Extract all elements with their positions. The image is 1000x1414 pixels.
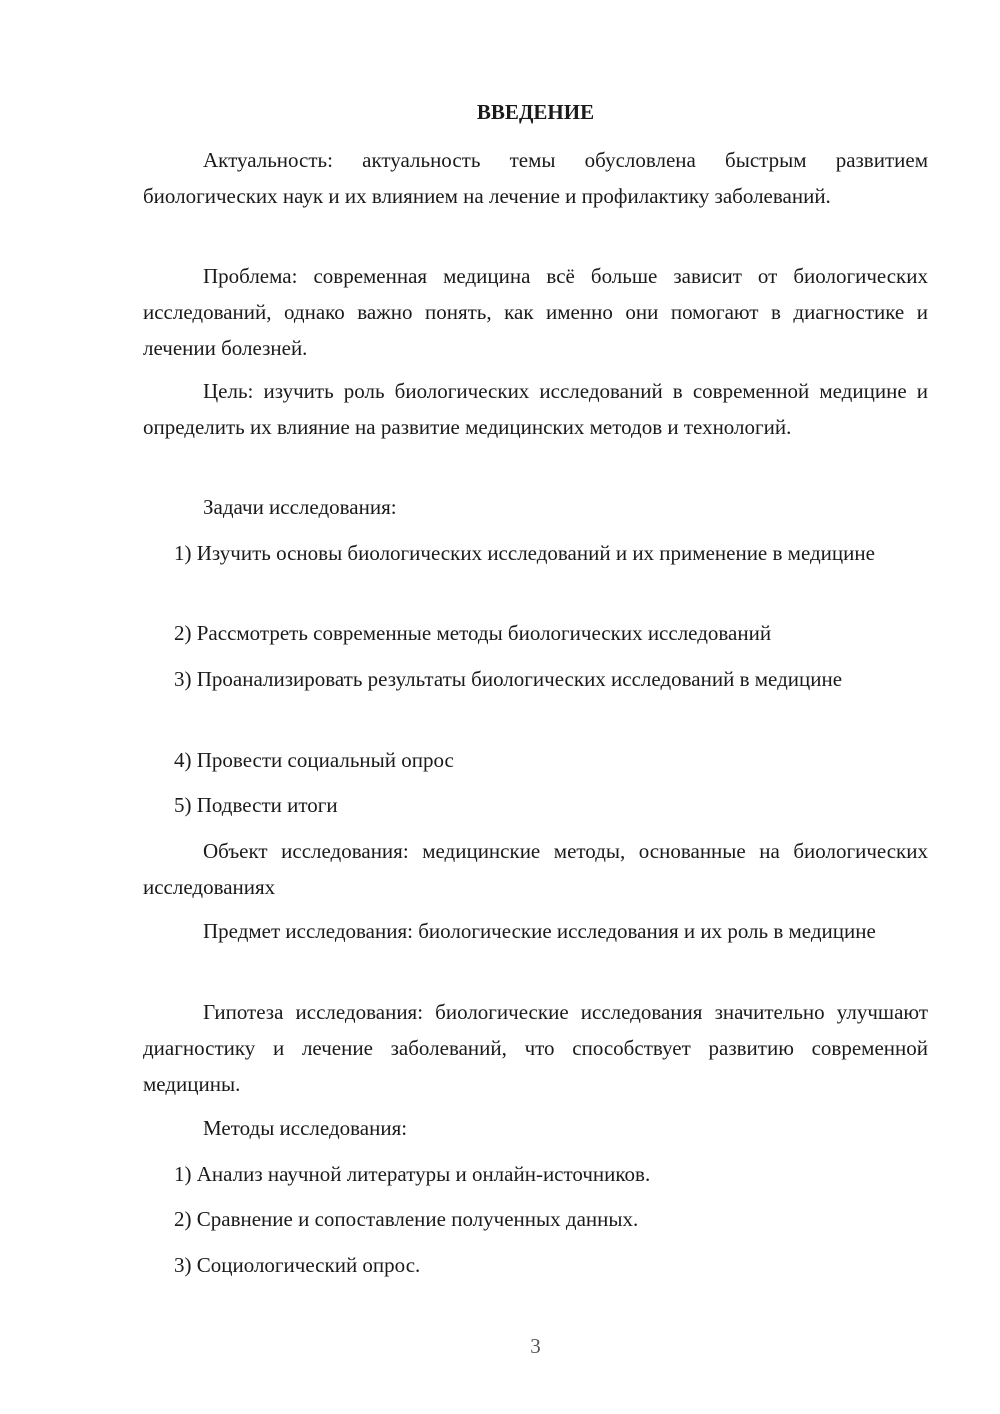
- paragraph-object: Объект исследования: медицинские методы, основанные на биологических исследованиях: [143, 839, 928, 899]
- page-heading: ВВЕДЕНИЕ: [476, 100, 595, 124]
- paragraph-goal: Цель: изучить роль биологических исследований в современной медицине и определить их влияние на развитие медицинских методов и технологий.: [143, 379, 928, 439]
- method-item-1: 1) Анализ научной литературы и онлайн-источников.: [174, 1162, 651, 1186]
- methods-title: Методы исследования:: [203, 1116, 408, 1140]
- task-item-4: 4) Провести социальный опрос: [174, 748, 454, 772]
- paragraph-subject: Предмет исследования: биологические исследования и их роль в медицине: [203, 919, 876, 943]
- page-number: 3: [530, 1334, 541, 1358]
- paragraph-problem: Проблема: современная медицина всё больше зависит от биологических исследований, однако важно понять, как именно они помогают в диагностике и лечении болезней.: [143, 264, 928, 360]
- task-item-3: 3) Проанализировать результаты биологических исследований в медицине: [174, 667, 843, 691]
- paragraph-hypothesis: Гипотеза исследования: биологические исследования значительно улучшают диагностику и лечение заболеваний, что способствует развитию современной медицины.: [143, 1000, 928, 1096]
- method-item-2: 2) Сравнение и сопоставление полученных данных.: [174, 1207, 639, 1231]
- task-item-1: 1) Изучить основы биологических исследований и их применение в медицине: [174, 541, 875, 565]
- paragraph-relevance: Актуальность: актуальность темы обусловлена быстрым развитием биологических наук и их влиянием на лечение и профилактику заболеваний.: [143, 148, 928, 208]
- task-item-2: 2) Рассмотреть современные методы биологических исследований: [174, 621, 772, 645]
- tasks-title: Задачи исследования:: [203, 495, 397, 519]
- task-item-5: 5) Подвести итоги: [174, 793, 338, 817]
- method-item-3: 3) Социологический опрос.: [174, 1253, 421, 1277]
